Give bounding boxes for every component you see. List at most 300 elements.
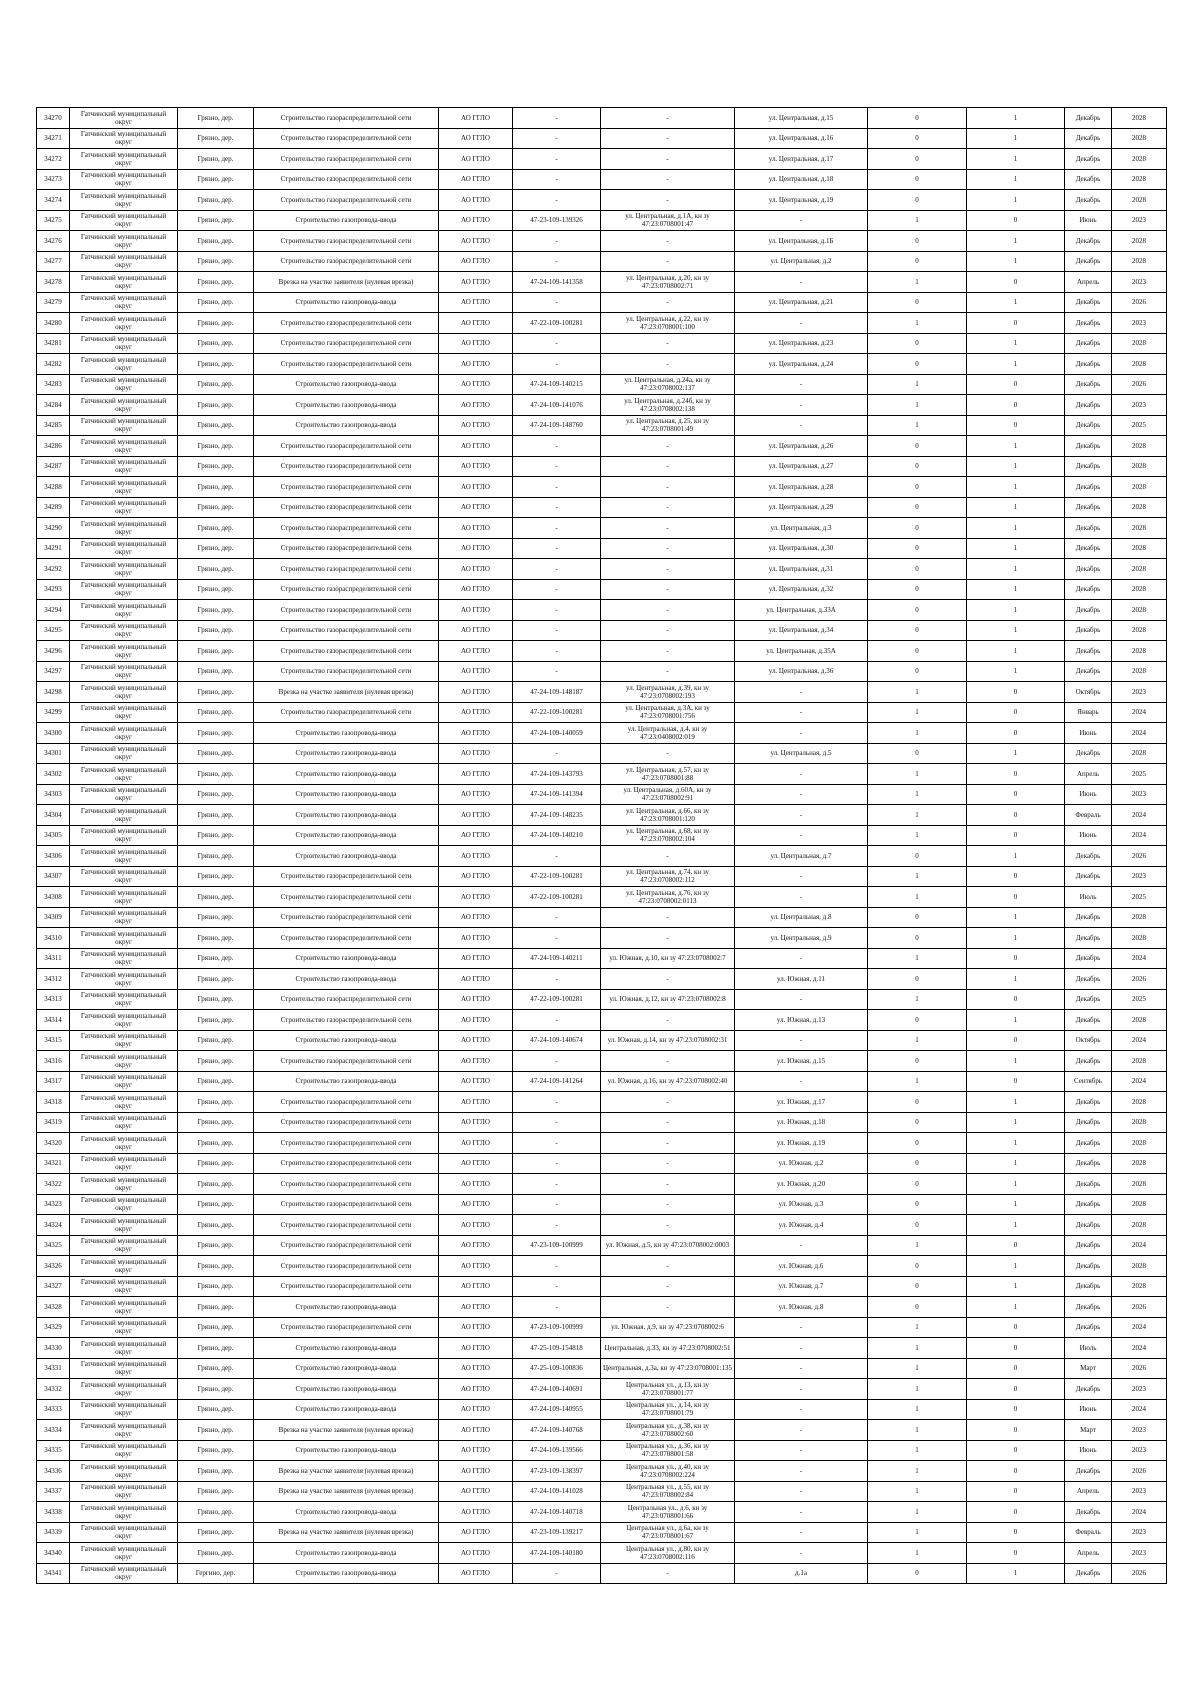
cell-settlement: Грязно, дер.: [178, 969, 254, 990]
cell-count-a: 0: [868, 579, 967, 600]
cell-number: 34333: [37, 1399, 70, 1420]
table-row: [37, 128, 1167, 149]
cell-district: Гатчинский муниципальный округ: [70, 948, 178, 969]
cell-count-a: 0: [868, 1297, 967, 1318]
cell-count-b: 0: [967, 374, 1065, 395]
cell-number: 34292: [37, 559, 70, 580]
cell-number: 34309: [37, 907, 70, 928]
cell-count-a: 0: [868, 436, 967, 457]
cell-address-cadastral: -: [601, 641, 735, 662]
table-row: [37, 1502, 1167, 1523]
table-row: [37, 1235, 1167, 1256]
cell-address-cadastral: -: [601, 1563, 735, 1584]
table-row: [37, 1256, 1167, 1277]
cell-district: Гатчинский муниципальный округ: [70, 1317, 178, 1338]
cell-address: ул. Южная, д.8: [735, 1297, 868, 1318]
cell-organization: АО ГГЛО: [439, 1235, 513, 1256]
cell-count-b: 0: [967, 1358, 1065, 1379]
cell-settlement: Грязно, дер.: [178, 600, 254, 621]
cell-month: Декабрь: [1065, 948, 1112, 969]
cell-address-cadastral: ул. Центральная, д.20, кн зу 47:23:0708002:71: [601, 272, 735, 293]
cell-year: 2028: [1112, 477, 1167, 498]
cell-settlement: Грязно, дер.: [178, 1071, 254, 1092]
cell-settlement: Грязно, дер.: [178, 1543, 254, 1564]
table-row: [37, 1297, 1167, 1318]
cell-settlement: Грязно, дер.: [178, 497, 254, 518]
cell-count-b: 1: [967, 600, 1065, 621]
cell-organization: АО ГГЛО: [439, 190, 513, 211]
table-row: [37, 1317, 1167, 1338]
cell-settlement: Грязно, дер.: [178, 415, 254, 436]
cell-organization: АО ГГЛО: [439, 948, 513, 969]
cell-count-b: 1: [967, 907, 1065, 928]
cell-count-a: 0: [868, 292, 967, 313]
cell-count-a: 0: [868, 1276, 967, 1297]
table-row: [37, 1174, 1167, 1195]
cell-organization: АО ГГЛО: [439, 969, 513, 990]
cell-year: 2028: [1112, 190, 1167, 211]
cell-district: Гатчинский муниципальный округ: [70, 1256, 178, 1277]
cell-work-type: Строительство газораспределительной сети: [254, 1133, 439, 1154]
cell-district: Гатчинский муниципальный округ: [70, 805, 178, 826]
cell-district: Гатчинский муниципальный округ: [70, 518, 178, 539]
cell-number: 34289: [37, 497, 70, 518]
cell-count-a: 0: [868, 620, 967, 641]
cell-count-b: 1: [967, 1276, 1065, 1297]
cell-month: Декабрь: [1065, 846, 1112, 867]
cell-year: 2024: [1112, 1235, 1167, 1256]
cell-organization: АО ГГЛО: [439, 805, 513, 826]
cell-count-a: 1: [868, 1071, 967, 1092]
cell-address: ул. Центральная, д.5: [735, 743, 868, 764]
cell-organization: АО ГГЛО: [439, 1543, 513, 1564]
cell-month: Декабрь: [1065, 477, 1112, 498]
cell-year: 2026: [1112, 1297, 1167, 1318]
cell-work-type: Строительство газораспределительной сети: [254, 661, 439, 682]
cell-count-a: 0: [868, 128, 967, 149]
cell-application-number: -: [513, 1256, 601, 1277]
cell-count-a: 0: [868, 333, 967, 354]
cell-address-cadastral: -: [601, 620, 735, 641]
cell-work-type: Строительство газораспределительной сети: [254, 538, 439, 559]
cell-year: 2024: [1112, 1338, 1167, 1359]
cell-address-cadastral: -: [601, 477, 735, 498]
cell-number: 34274: [37, 190, 70, 211]
cell-organization: АО ГГЛО: [439, 1297, 513, 1318]
cell-month: Декабрь: [1065, 989, 1112, 1010]
cell-settlement: Грязно, дер.: [178, 436, 254, 457]
cell-district: Гатчинский муниципальный округ: [70, 272, 178, 293]
cell-district: Гатчинский муниципальный округ: [70, 1133, 178, 1154]
cell-application-number: 47-24-109-148187: [513, 682, 601, 703]
cell-address: -: [735, 948, 868, 969]
cell-address-cadastral: -: [601, 497, 735, 518]
cell-count-a: 1: [868, 313, 967, 334]
cell-organization: АО ГГЛО: [439, 1502, 513, 1523]
table-row: [37, 1153, 1167, 1174]
cell-application-number: 47-22-109-100281: [513, 887, 601, 908]
cell-address: -: [735, 1235, 868, 1256]
cell-year: 2024: [1112, 948, 1167, 969]
cell-count-a: 0: [868, 169, 967, 190]
cell-number: 34293: [37, 579, 70, 600]
cell-count-a: 0: [868, 497, 967, 518]
cell-month: Декабрь: [1065, 497, 1112, 518]
cell-count-a: 1: [868, 764, 967, 785]
cell-work-type: Врезка на участке заявителя (нулевая врезка): [254, 272, 439, 293]
cell-address: -: [735, 1461, 868, 1482]
cell-month: Декабрь: [1065, 1502, 1112, 1523]
cell-organization: АО ГГЛО: [439, 907, 513, 928]
cell-year: 2023: [1112, 313, 1167, 334]
cell-count-a: 1: [868, 1522, 967, 1543]
table-row: [37, 887, 1167, 908]
cell-settlement: Грязно, дер.: [178, 661, 254, 682]
table-row: [37, 169, 1167, 190]
cell-work-type: Строительство газораспределительной сети: [254, 436, 439, 457]
cell-address-cadastral: -: [601, 928, 735, 949]
cell-year: 2028: [1112, 928, 1167, 949]
cell-settlement: Грязно, дер.: [178, 1215, 254, 1236]
cell-count-a: 1: [868, 866, 967, 887]
cell-address: -: [735, 805, 868, 826]
cell-address: ул. Центральная, д.24: [735, 354, 868, 375]
cell-address: ул. Центральная, д.30: [735, 538, 868, 559]
cell-organization: АО ГГЛО: [439, 149, 513, 170]
table-row: [37, 477, 1167, 498]
cell-number: 34278: [37, 272, 70, 293]
cell-count-a: 0: [868, 1092, 967, 1113]
cell-month: Июнь: [1065, 723, 1112, 744]
cell-year: 2028: [1112, 1133, 1167, 1154]
cell-count-a: 0: [868, 907, 967, 928]
cell-month: Декабрь: [1065, 436, 1112, 457]
cell-address: ул. Южная, д.6: [735, 1256, 868, 1277]
cell-work-type: Строительство газораспределительной сети: [254, 1174, 439, 1195]
cell-application-number: -: [513, 251, 601, 272]
cell-settlement: Грязно, дер.: [178, 395, 254, 416]
cell-address: -: [735, 1481, 868, 1502]
cell-address: ул. Центральная, д.29: [735, 497, 868, 518]
cell-year: 2026: [1112, 969, 1167, 990]
cell-count-b: 1: [967, 969, 1065, 990]
cell-number: 34323: [37, 1194, 70, 1215]
cell-count-a: 1: [868, 1030, 967, 1051]
cell-address-cadastral: ул. Центральная, д.66, кн зу 47:23:0708001:120: [601, 805, 735, 826]
cell-district: Гатчинский муниципальный округ: [70, 764, 178, 785]
cell-count-b: 0: [967, 313, 1065, 334]
cell-year: 2028: [1112, 743, 1167, 764]
cell-organization: АО ГГЛО: [439, 1276, 513, 1297]
cell-district: Гатчинский муниципальный округ: [70, 1235, 178, 1256]
cell-count-a: 1: [868, 702, 967, 723]
cell-settlement: Грязно, дер.: [178, 456, 254, 477]
cell-settlement: Грязно, дер.: [178, 313, 254, 334]
table-row: [37, 743, 1167, 764]
cell-organization: АО ГГЛО: [439, 1440, 513, 1461]
cell-count-b: 0: [967, 1399, 1065, 1420]
cell-year: 2026: [1112, 1461, 1167, 1482]
cell-count-a: 0: [868, 1112, 967, 1133]
cell-address-cadastral: -: [601, 743, 735, 764]
cell-work-type: Строительство газопровода-ввода: [254, 743, 439, 764]
cell-address-cadastral: -: [601, 149, 735, 170]
cell-district: Гатчинский муниципальный округ: [70, 784, 178, 805]
cell-settlement: Грязно, дер.: [178, 1461, 254, 1482]
cell-year: 2028: [1112, 620, 1167, 641]
cell-number: 34275: [37, 210, 70, 231]
cell-address-cadastral: ул. Центральная, д.60А, кн зу 47:23:0708002:91: [601, 784, 735, 805]
cell-address: ул. Южная, д.7: [735, 1276, 868, 1297]
cell-organization: АО ГГЛО: [439, 1051, 513, 1072]
cell-count-b: 1: [967, 354, 1065, 375]
cell-work-type: Строительство газораспределительной сети: [254, 1235, 439, 1256]
table-row: [37, 948, 1167, 969]
cell-count-b: 0: [967, 702, 1065, 723]
cell-application-number: 47-24-109-140215: [513, 374, 601, 395]
cell-year: 2028: [1112, 1010, 1167, 1031]
cell-application-number: 47-24-109-140691: [513, 1379, 601, 1400]
cell-work-type: Строительство газораспределительной сети: [254, 907, 439, 928]
cell-year: 2028: [1112, 1194, 1167, 1215]
cell-address-cadastral: -: [601, 846, 735, 867]
cell-address: -: [735, 1030, 868, 1051]
cell-address-cadastral: Центральная ул., д.40, кн зу 47:23:0708002:224: [601, 1461, 735, 1482]
cell-month: Декабрь: [1065, 1133, 1112, 1154]
cell-address-cadastral: ул. Центральная, д.22, кн зу 47:23:0708001:100: [601, 313, 735, 334]
table-row: [37, 313, 1167, 334]
cell-settlement: Грязно, дер.: [178, 764, 254, 785]
cell-work-type: Врезка на участке заявителя (нулевая врезка): [254, 1420, 439, 1441]
cell-district: Гатчинский муниципальный округ: [70, 1071, 178, 1092]
cell-application-number: -: [513, 641, 601, 662]
cell-settlement: Грязно, дер.: [178, 231, 254, 252]
cell-district: Гатчинский муниципальный округ: [70, 1543, 178, 1564]
cell-work-type: Строительство газораспределительной сети: [254, 1276, 439, 1297]
cell-year: 2028: [1112, 251, 1167, 272]
cell-year: 2023: [1112, 1481, 1167, 1502]
cell-address-cadastral: ул. Центральная, д.1А, кн зу 47:23:0708001:47: [601, 210, 735, 231]
cell-settlement: Грязно, дер.: [178, 333, 254, 354]
cell-year: 2023: [1112, 1420, 1167, 1441]
table-row: [37, 1379, 1167, 1400]
cell-address-cadastral: ул. Южная, д.5, кн зу 47:23:0708002:0003: [601, 1235, 735, 1256]
cell-year: 2028: [1112, 1276, 1167, 1297]
cell-count-b: 1: [967, 518, 1065, 539]
cell-count-b: 0: [967, 395, 1065, 416]
cell-settlement: Грязно, дер.: [178, 251, 254, 272]
cell-count-a: 1: [868, 805, 967, 826]
cell-number: 34272: [37, 149, 70, 170]
cell-number: 34297: [37, 661, 70, 682]
cell-application-number: 47-24-109-141394: [513, 784, 601, 805]
cell-address: -: [735, 1502, 868, 1523]
cell-count-b: 1: [967, 846, 1065, 867]
cell-number: 34303: [37, 784, 70, 805]
cell-month: Октябрь: [1065, 1030, 1112, 1051]
cell-number: 34300: [37, 723, 70, 744]
cell-address: -: [735, 210, 868, 231]
cell-work-type: Строительство газопровода-ввода: [254, 1543, 439, 1564]
cell-address: -: [735, 1071, 868, 1092]
cell-settlement: Грязно, дер.: [178, 1194, 254, 1215]
cell-number: 34279: [37, 292, 70, 313]
cell-application-number: -: [513, 620, 601, 641]
cell-settlement: Грязно, дер.: [178, 1317, 254, 1338]
cell-count-a: 1: [868, 272, 967, 293]
cell-month: Декабрь: [1065, 866, 1112, 887]
table-row: [37, 231, 1167, 252]
cell-district: Гатчинский муниципальный округ: [70, 108, 178, 129]
cell-year: 2028: [1112, 1174, 1167, 1195]
cell-number: 34336: [37, 1461, 70, 1482]
cell-address-cadastral: ул. Центральная, д.76, кн зу 47:23:0708002:0113: [601, 887, 735, 908]
cell-application-number: 47-23-109-139217: [513, 1522, 601, 1543]
cell-application-number: -: [513, 231, 601, 252]
cell-address: ул. Центральная, д.1Б: [735, 231, 868, 252]
cell-address: -: [735, 374, 868, 395]
cell-settlement: Грязно, дер.: [178, 1112, 254, 1133]
table-body: [37, 108, 1167, 1584]
cell-number: 34320: [37, 1133, 70, 1154]
cell-month: Декабрь: [1065, 108, 1112, 129]
cell-organization: АО ГГЛО: [439, 1071, 513, 1092]
cell-application-number: 47-24-109-148760: [513, 415, 601, 436]
cell-year: 2023: [1112, 1543, 1167, 1564]
table-row: [37, 272, 1167, 293]
cell-district: Гатчинский муниципальный округ: [70, 190, 178, 211]
cell-address-cadastral: -: [601, 1133, 735, 1154]
cell-count-a: 1: [868, 395, 967, 416]
cell-district: Гатчинский муниципальный округ: [70, 1502, 178, 1523]
cell-count-b: 1: [967, 333, 1065, 354]
table-row: [37, 1112, 1167, 1133]
table-row: [37, 1030, 1167, 1051]
cell-count-b: 1: [967, 497, 1065, 518]
cell-number: 34331: [37, 1358, 70, 1379]
cell-address: ул. Центральная, д.17: [735, 149, 868, 170]
cell-organization: АО ГГЛО: [439, 723, 513, 744]
cell-organization: АО ГГЛО: [439, 1010, 513, 1031]
cell-organization: АО ГГЛО: [439, 292, 513, 313]
cell-count-b: 0: [967, 1481, 1065, 1502]
cell-application-number: -: [513, 169, 601, 190]
cell-month: Декабрь: [1065, 1174, 1112, 1195]
cell-number: 34296: [37, 641, 70, 662]
cell-number: 34332: [37, 1379, 70, 1400]
cell-count-a: 0: [868, 477, 967, 498]
cell-settlement: Грязно, дер.: [178, 292, 254, 313]
cell-district: Гатчинский муниципальный округ: [70, 1030, 178, 1051]
table-row: [37, 620, 1167, 641]
cell-count-a: 0: [868, 1010, 967, 1031]
cell-count-a: 0: [868, 231, 967, 252]
table-row: [37, 641, 1167, 662]
cell-count-a: 0: [868, 108, 967, 129]
cell-application-number: 47-22-109-100281: [513, 702, 601, 723]
cell-application-number: -: [513, 661, 601, 682]
cell-count-b: 0: [967, 805, 1065, 826]
cell-month: Декабрь: [1065, 538, 1112, 559]
cell-settlement: Грязно, дер.: [178, 559, 254, 580]
cell-work-type: Строительство газопровода-ввода: [254, 210, 439, 231]
cell-organization: АО ГГЛО: [439, 128, 513, 149]
cell-work-type: Строительство газопровода-ввода: [254, 1399, 439, 1420]
cell-district: Гатчинский муниципальный округ: [70, 210, 178, 231]
cell-application-number: -: [513, 518, 601, 539]
data-table: [36, 107, 1167, 1584]
cell-address-cadastral: -: [601, 1194, 735, 1215]
cell-district: Гатчинский муниципальный округ: [70, 1092, 178, 1113]
cell-count-a: 0: [868, 1215, 967, 1236]
cell-organization: АО ГГЛО: [439, 887, 513, 908]
cell-work-type: Строительство газораспределительной сети: [254, 1010, 439, 1031]
cell-address-cadastral: ул. Центральная, д.25, кн зу 47:23:0708001:49: [601, 415, 735, 436]
cell-number: 34328: [37, 1297, 70, 1318]
cell-address-cadastral: -: [601, 1051, 735, 1072]
cell-work-type: Строительство газопровода-ввода: [254, 415, 439, 436]
cell-year: 2028: [1112, 436, 1167, 457]
cell-year: 2026: [1112, 1563, 1167, 1584]
cell-work-type: Строительство газопровода-ввода: [254, 1071, 439, 1092]
table-row: [37, 1010, 1167, 1031]
cell-month: Декабрь: [1065, 1051, 1112, 1072]
cell-organization: АО ГГЛО: [439, 1522, 513, 1543]
table-row: [37, 661, 1167, 682]
cell-count-b: 0: [967, 825, 1065, 846]
cell-address: -: [735, 702, 868, 723]
table-row: [37, 682, 1167, 703]
cell-application-number: 47-25-109-154818: [513, 1338, 601, 1359]
cell-address-cadastral: -: [601, 190, 735, 211]
cell-address-cadastral: Центральная ул., д.13, кн зу 47:23:0708001:77: [601, 1379, 735, 1400]
cell-count-a: 1: [868, 682, 967, 703]
cell-count-b: 1: [967, 190, 1065, 211]
cell-address: ул. Центральная, д.23: [735, 333, 868, 354]
cell-count-a: 1: [868, 887, 967, 908]
cell-address-cadastral: -: [601, 128, 735, 149]
cell-address: ул. Центральная, д.7: [735, 846, 868, 867]
cell-settlement: Грязно, дер.: [178, 210, 254, 231]
cell-address: -: [735, 682, 868, 703]
cell-month: Декабрь: [1065, 374, 1112, 395]
cell-count-b: 1: [967, 456, 1065, 477]
cell-month: Декабрь: [1065, 128, 1112, 149]
cell-year: 2026: [1112, 292, 1167, 313]
cell-work-type: Строительство газораспределительной сети: [254, 579, 439, 600]
table-row: [37, 989, 1167, 1010]
cell-month: Декабрь: [1065, 661, 1112, 682]
cell-organization: АО ГГЛО: [439, 764, 513, 785]
cell-organization: АО ГГЛО: [439, 497, 513, 518]
table-row: [37, 1133, 1167, 1154]
cell-count-b: 0: [967, 1502, 1065, 1523]
cell-district: Гатчинский муниципальный округ: [70, 251, 178, 272]
cell-address-cadastral: ул. Центральная, д.68, кн зу 47:23:0708002:104: [601, 825, 735, 846]
cell-count-b: 0: [967, 1379, 1065, 1400]
table-row: [37, 1051, 1167, 1072]
cell-organization: АО ГГЛО: [439, 1133, 513, 1154]
cell-district: Гатчинский муниципальный округ: [70, 1153, 178, 1174]
cell-application-number: -: [513, 128, 601, 149]
cell-work-type: Строительство газораспределительной сети: [254, 702, 439, 723]
cell-number: 34325: [37, 1235, 70, 1256]
cell-count-b: 0: [967, 682, 1065, 703]
cell-address: -: [735, 1399, 868, 1420]
cell-count-b: 0: [967, 1543, 1065, 1564]
cell-address: -: [735, 866, 868, 887]
cell-address: -: [735, 1317, 868, 1338]
